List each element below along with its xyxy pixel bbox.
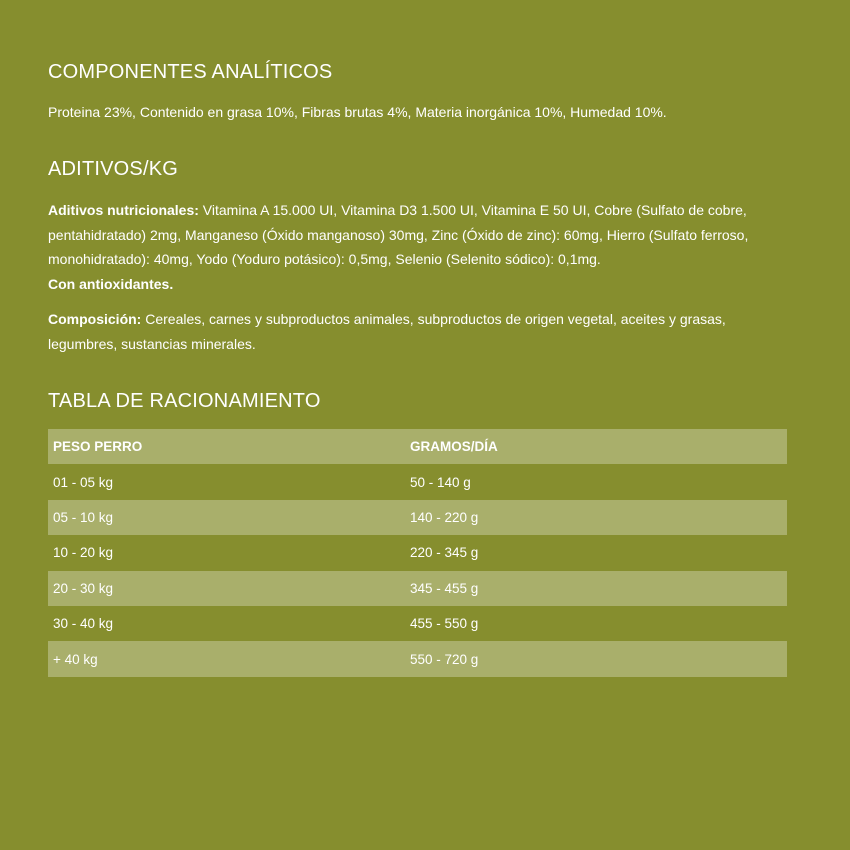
grams-cell: 140 - 220 g <box>410 509 479 525</box>
weight-cell: 05 - 10 kg <box>53 509 114 525</box>
table-row <box>48 641 787 676</box>
table-row <box>48 535 787 570</box>
table-row <box>48 571 787 606</box>
section-title-additives: ADITIVOS/KG <box>48 158 179 180</box>
table-row <box>48 464 787 499</box>
weight-cell: 10 - 20 kg <box>53 545 114 561</box>
header-dog-weight: PESO PERRO <box>53 439 143 455</box>
section-title-feeding-table: TABLA DE RACIONAMIENTO <box>48 390 321 412</box>
weight-cell: 30 - 40 kg <box>53 616 114 632</box>
additives-label: Aditivos nutricionales: <box>48 202 199 218</box>
table-header-row <box>48 429 787 464</box>
section-title-analytic-components: COMPONENTES ANALÍTICOS <box>48 61 333 83</box>
grams-cell: 220 - 345 g <box>410 545 479 561</box>
weight-cell: + 40 kg <box>53 651 98 667</box>
weight-cell: 20 - 30 kg <box>53 580 114 596</box>
composition-label: Composición: <box>48 311 142 327</box>
analytic-components-text: Proteina 23%, Contenido en grasa 10%, Fibras brutas 4%, Materia inorgánica 10%, Humedad 10%. <box>48 104 667 120</box>
additives-paragraph <box>48 198 778 296</box>
composition-text: Cereales, carnes y subproductos animales, subproductos de origen vegetal, aceites y grasas, legumbres, sustancias minerales. <box>48 311 726 352</box>
weight-cell: 01 - 05 kg <box>53 474 114 490</box>
feeding-table <box>48 429 787 677</box>
grams-cell: 455 - 550 g <box>410 616 479 632</box>
table-row <box>48 500 787 535</box>
grams-cell: 345 - 455 g <box>410 580 479 596</box>
additives-text: Vitamina A 15.000 UI, Vitamina D3 1.500 UI, Vitamina E 50 UI, Cobre (Sulfato de cobre, pentahidratado) 2mg, Manganeso (Óxido manganoso) 30mg, Zinc (Óxido de zinc): 60mg, Hierro (Sulfato ferroso, monohidratado): 40mg, Yodo (Yoduro potásico): 0,5mg, Selenio (Selenito sódico): 0,1mg. <box>48 202 749 267</box>
composition-paragraph <box>48 307 778 356</box>
table-row <box>48 606 787 641</box>
header-grams-per-day: GRAMOS/DÍA <box>410 439 498 455</box>
antioxidants-note: Con antioxidantes. <box>48 275 174 292</box>
grams-cell: 550 - 720 g <box>410 651 479 667</box>
grams-cell: 50 - 140 g <box>410 474 471 490</box>
